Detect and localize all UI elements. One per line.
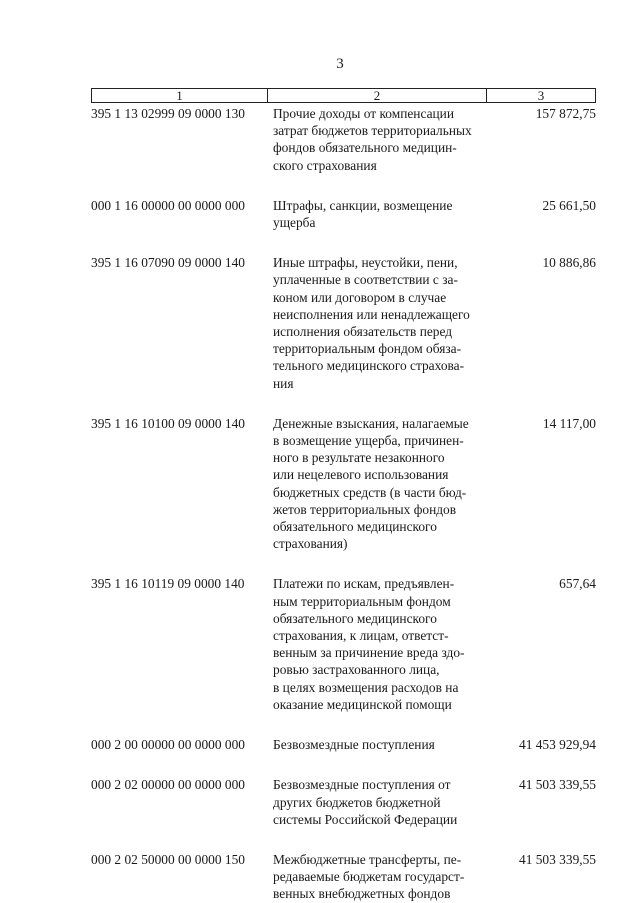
income-name-line: ния <box>273 375 294 391</box>
amount: 41 453 929,94 <box>519 737 596 753</box>
budget-table <box>91 105 596 903</box>
income-name-line: ным территориальным фондом <box>273 593 451 609</box>
column-header-2: 2 <box>268 89 487 102</box>
table-row <box>91 851 596 903</box>
income-name-line: ущерба <box>273 215 316 231</box>
income-name-line: жетов территориальных фондов <box>273 501 457 517</box>
amount: 41 503 339,55 <box>519 851 596 867</box>
income-name-line: других бюджетов бюджетной <box>273 794 441 810</box>
column-header-1: 1 <box>92 89 268 102</box>
table-row <box>91 736 596 753</box>
income-name-line: Платежи по искам, предъявлен- <box>273 576 455 592</box>
income-name-line: обязательного медицинского <box>273 610 437 626</box>
income-name-line: бюджетных средств (в части бюд- <box>273 484 467 500</box>
income-name-line: Безвозмездные поступления <box>273 737 435 753</box>
income-name-line: Прочие доходы от компенсации <box>273 106 455 121</box>
income-name-line: Безвозмездные поступления от <box>273 777 451 793</box>
income-name-line: обязательного медицинского <box>273 519 437 535</box>
income-name-line: фондов обязательного медицин- <box>273 140 457 156</box>
income-name <box>271 415 495 553</box>
amount: 157 872,75 <box>535 106 596 121</box>
income-name <box>271 776 495 828</box>
table-row <box>91 197 596 231</box>
income-name-line: Межбюджетные трансферты, пе- <box>273 851 462 867</box>
income-name-line: Иные штрафы, неустойки, пени, <box>273 255 458 271</box>
column-header-3: 3 <box>537 88 545 103</box>
income-name-line: в возмещение ущерба, причинен- <box>273 433 464 449</box>
amount: 10 886,86 <box>542 255 596 271</box>
amount: 657,64 <box>559 576 596 592</box>
table-row <box>91 776 596 828</box>
income-name-line: исполнения обязательств перед <box>273 324 453 340</box>
income-name-line: коном или договором в случае <box>273 289 447 305</box>
income-name-line: или нецелевого использования <box>273 467 449 483</box>
amount: 25 661,50 <box>542 197 596 213</box>
page-number: 3 <box>336 56 344 72</box>
income-name <box>271 575 495 713</box>
classification-code: 395 1 13 02999 09 0000 130 <box>91 106 245 121</box>
classification-code: 000 2 02 50000 00 0000 150 <box>91 851 245 867</box>
column-header-row <box>91 88 596 103</box>
income-name-line: страхования) <box>273 536 348 552</box>
table-row <box>91 254 596 392</box>
income-name-line: редаваемые бюджетам государст- <box>273 869 465 885</box>
table-row <box>91 415 596 553</box>
income-name-line: системы Российской Федерации <box>273 811 458 827</box>
amount: 14 117,00 <box>542 415 596 431</box>
income-name-line: Денежные взыскания, налагаемые <box>273 415 469 431</box>
income-name-line: оказание медицинской помощи <box>273 696 452 712</box>
classification-code: 000 2 00 00000 00 0000 000 <box>91 737 245 753</box>
table-row <box>91 105 596 174</box>
income-name-line: затрат бюджетов территориальных <box>273 123 472 139</box>
income-name <box>271 105 495 174</box>
classification-code: 000 1 16 00000 00 0000 000 <box>91 197 245 213</box>
income-name-line: ного в результате незаконного <box>273 450 445 466</box>
income-name-line: ского страхования <box>273 157 377 173</box>
income-name <box>271 254 495 392</box>
income-name-line: уплаченные в соответствии с за- <box>273 272 458 288</box>
classification-code: 395 1 16 10119 09 0000 140 <box>91 576 245 592</box>
income-name <box>271 197 495 231</box>
income-name-line: страхования, к лицам, ответст- <box>273 628 449 644</box>
table-row <box>91 575 596 713</box>
income-name-line: тельного медицинского страхова- <box>273 358 465 374</box>
income-name-line: венным за причинение вреда здо- <box>273 645 465 661</box>
income-name-line: венных внебюджетных фондов <box>273 886 451 902</box>
income-name <box>271 736 495 753</box>
income-name <box>271 851 495 903</box>
income-name-line: ровью застрахованного лица, <box>273 662 440 678</box>
income-name-line: территориальным фондом обяза- <box>273 341 462 357</box>
income-name-line: неисполнения или ненадлежащего <box>273 306 470 322</box>
income-name-line: в целях возмещения расходов на <box>273 679 459 695</box>
classification-code: 000 2 02 00000 00 0000 000 <box>91 777 245 793</box>
income-name-line: Штрафы, санкции, возмещение <box>273 197 453 213</box>
classification-code: 395 1 16 10100 09 0000 140 <box>91 415 245 431</box>
classification-code: 395 1 16 07090 09 0000 140 <box>91 255 245 271</box>
amount: 41 503 339,55 <box>519 777 596 793</box>
